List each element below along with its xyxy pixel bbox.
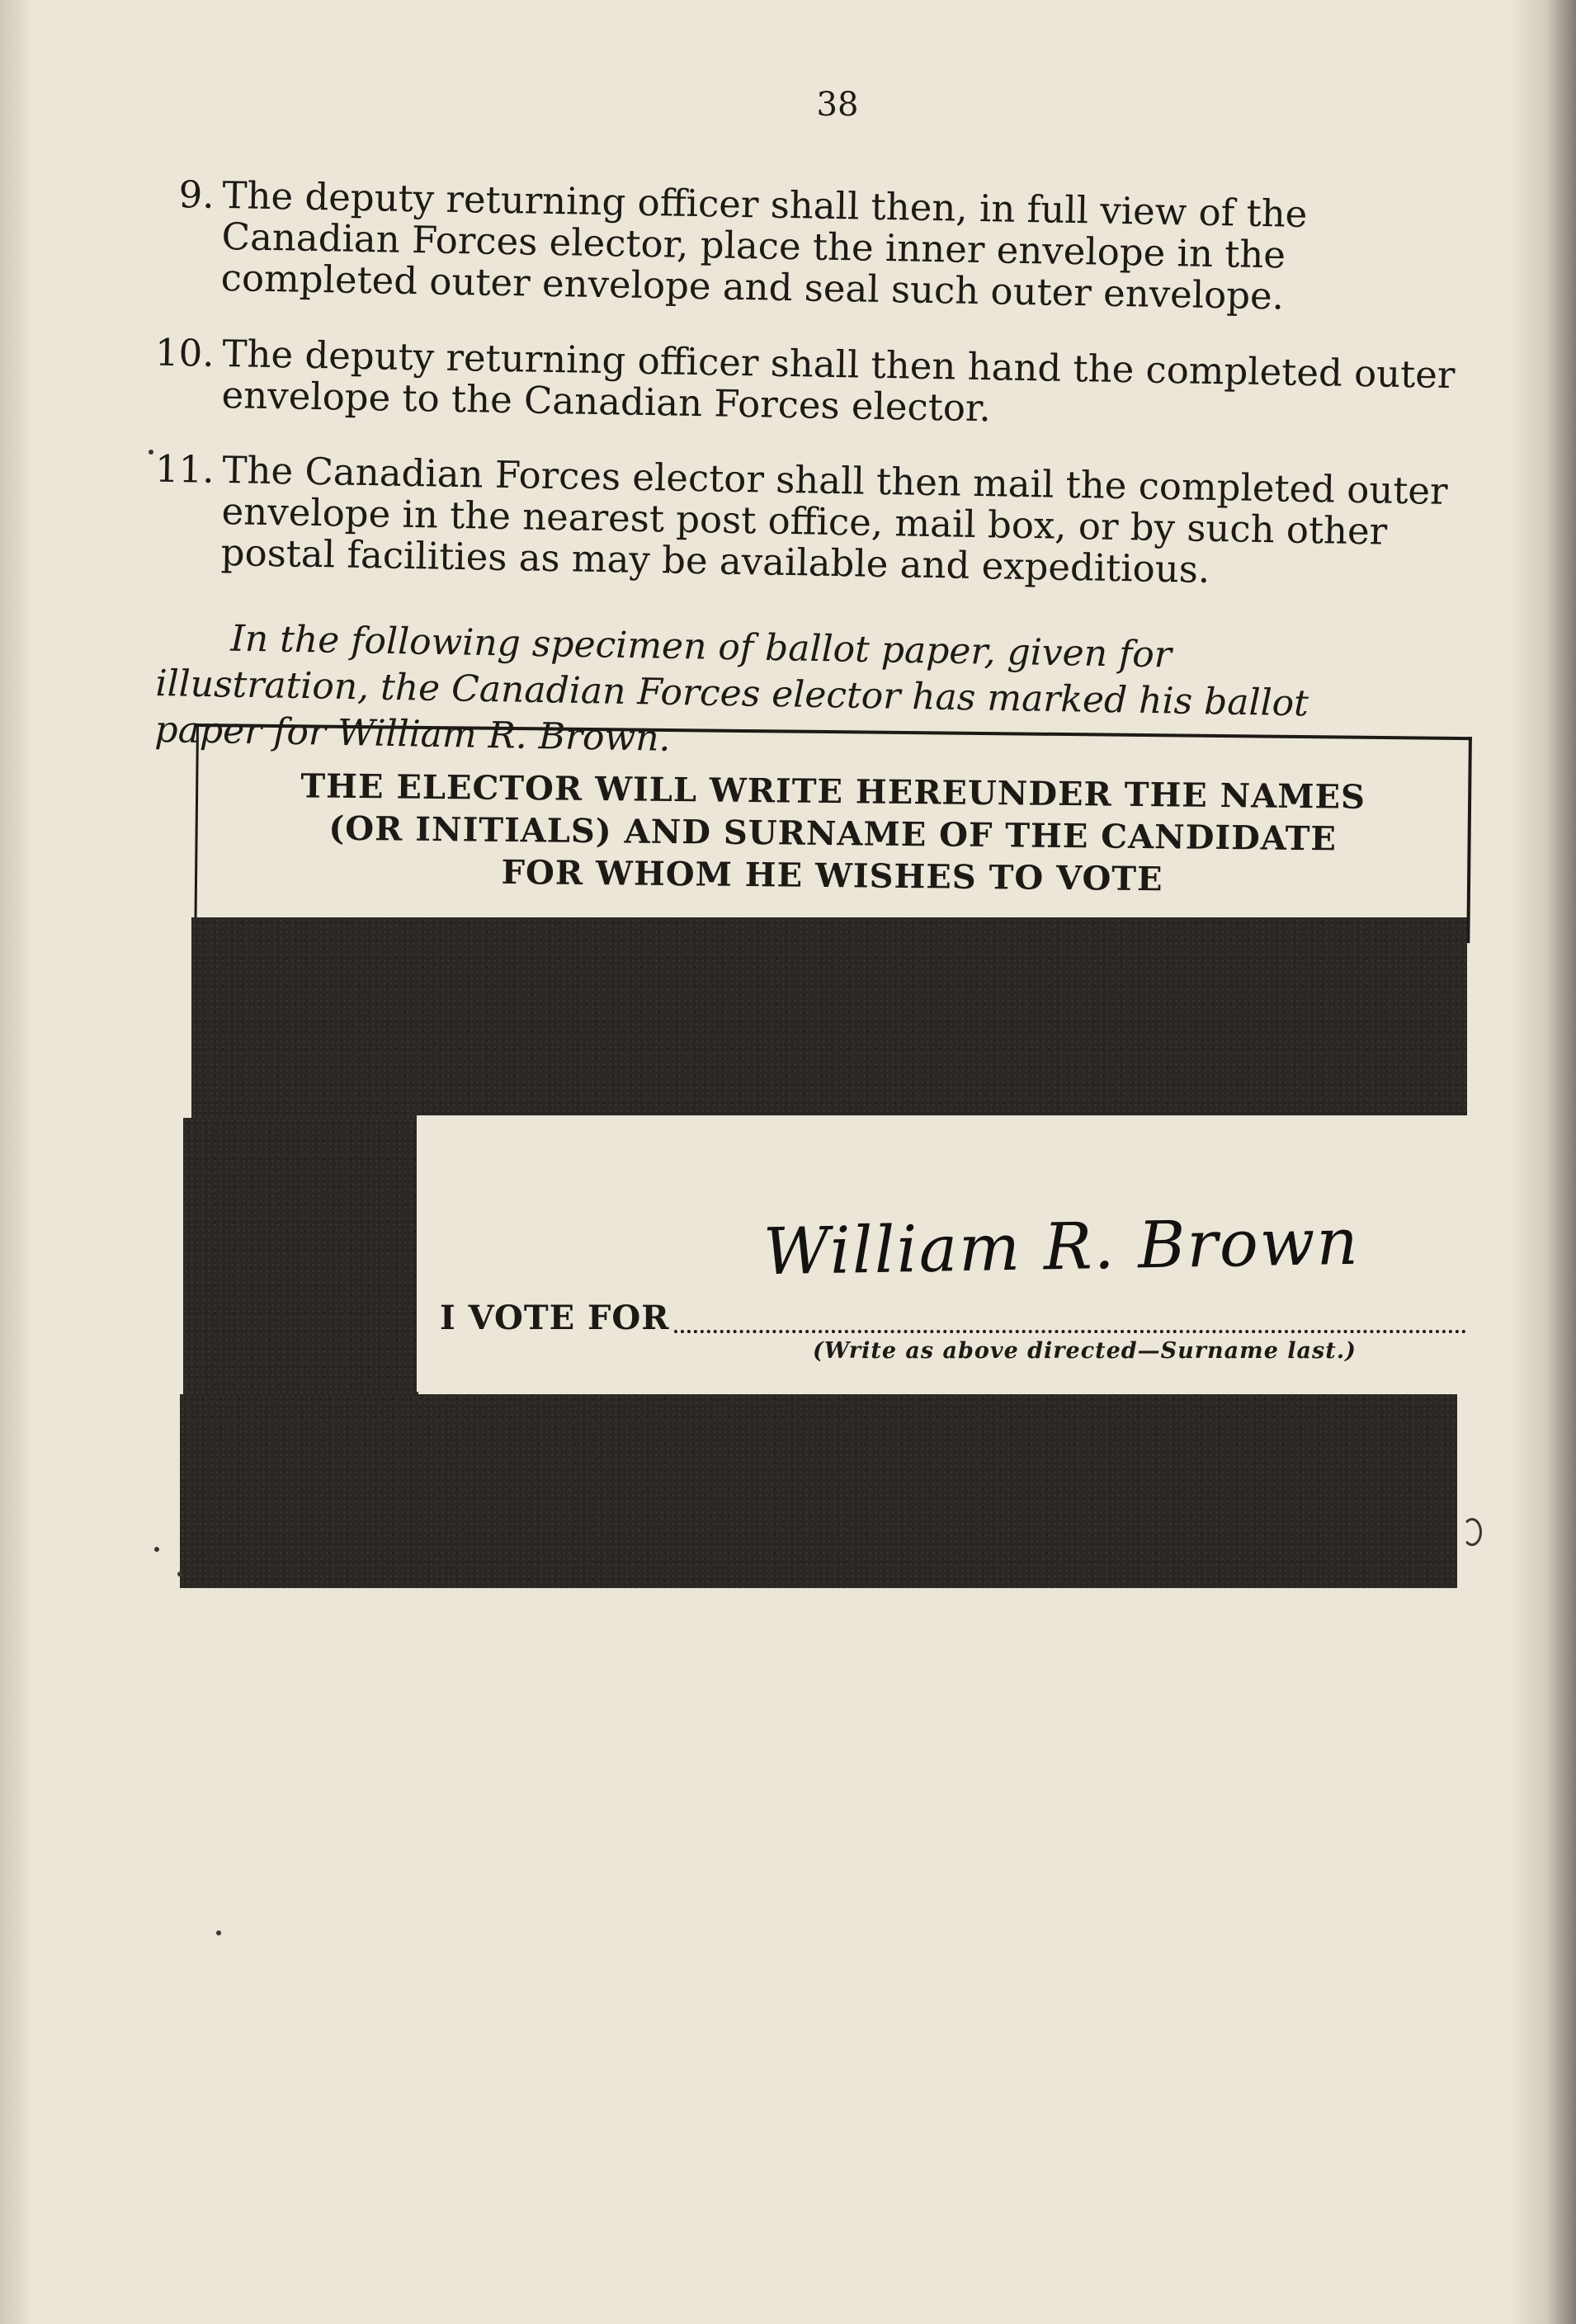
item-text: The deputy returning officer shall then hand the completed outer envelope to the Canadian Forces elector. [221, 332, 1456, 431]
item-number: 9. [178, 172, 215, 217]
paragraph-item [154, 330, 1460, 437]
page-number: 38 [816, 86, 859, 124]
paper-speck [149, 450, 153, 455]
paper-speck [177, 1572, 182, 1577]
vote-label: I VOTE FOR [440, 1299, 670, 1337]
item-number: 11. [154, 446, 215, 492]
item-number: 10. [154, 330, 215, 375]
paragraph-item [178, 172, 1460, 320]
ballot-heading-line: (OR INITIALS) AND SURNAME OF THE CANDIDATE [328, 808, 1338, 859]
paper-speck [216, 1930, 221, 1935]
paper-mark [1462, 1518, 1482, 1546]
page-edge-shadow-right [1510, 0, 1576, 2324]
specimen-intro: In the following specimen of ballot paper, given for illustration, the Canadian Forces elector has marked his ballot paper for William R. Brown. [154, 617, 1309, 760]
ballot-heading [197, 764, 1469, 903]
ballot-vote-area [417, 1115, 1467, 1392]
item-text: The Canadian Forces elector shall then mail the completed outer envelope in the nearest post office, mail box, or by such other postal facilities as may be available and expeditious. [220, 448, 1449, 592]
ballot-heading-line: FOR WHOM HE WISHES TO VOTE [501, 852, 1163, 899]
paper-speck [154, 1547, 159, 1552]
handwritten-candidate-name: William R. Brown [762, 1204, 1361, 1290]
ballot-black-band-left [183, 1118, 418, 1398]
vote-dotted-line [674, 1330, 1466, 1333]
ballot-heading-box [194, 724, 1472, 943]
vote-instruction: (Write as above directed—Surname last.) [813, 1338, 1357, 1364]
item-text: The deputy returning officer shall then, in full view of the Canadian Forces elector, place the inner envelope in the completed outer envelope and seal such outer envelope. [220, 173, 1308, 318]
page-edge-shadow-left [0, 0, 33, 2324]
paragraph-item [154, 446, 1460, 595]
ballot-black-band-top [191, 917, 1467, 1124]
ballot-black-band-bottom [180, 1394, 1457, 1588]
ballot-heading-line: THE ELECTOR WILL WRITE HEREUNDER THE NAMES [300, 766, 1366, 817]
